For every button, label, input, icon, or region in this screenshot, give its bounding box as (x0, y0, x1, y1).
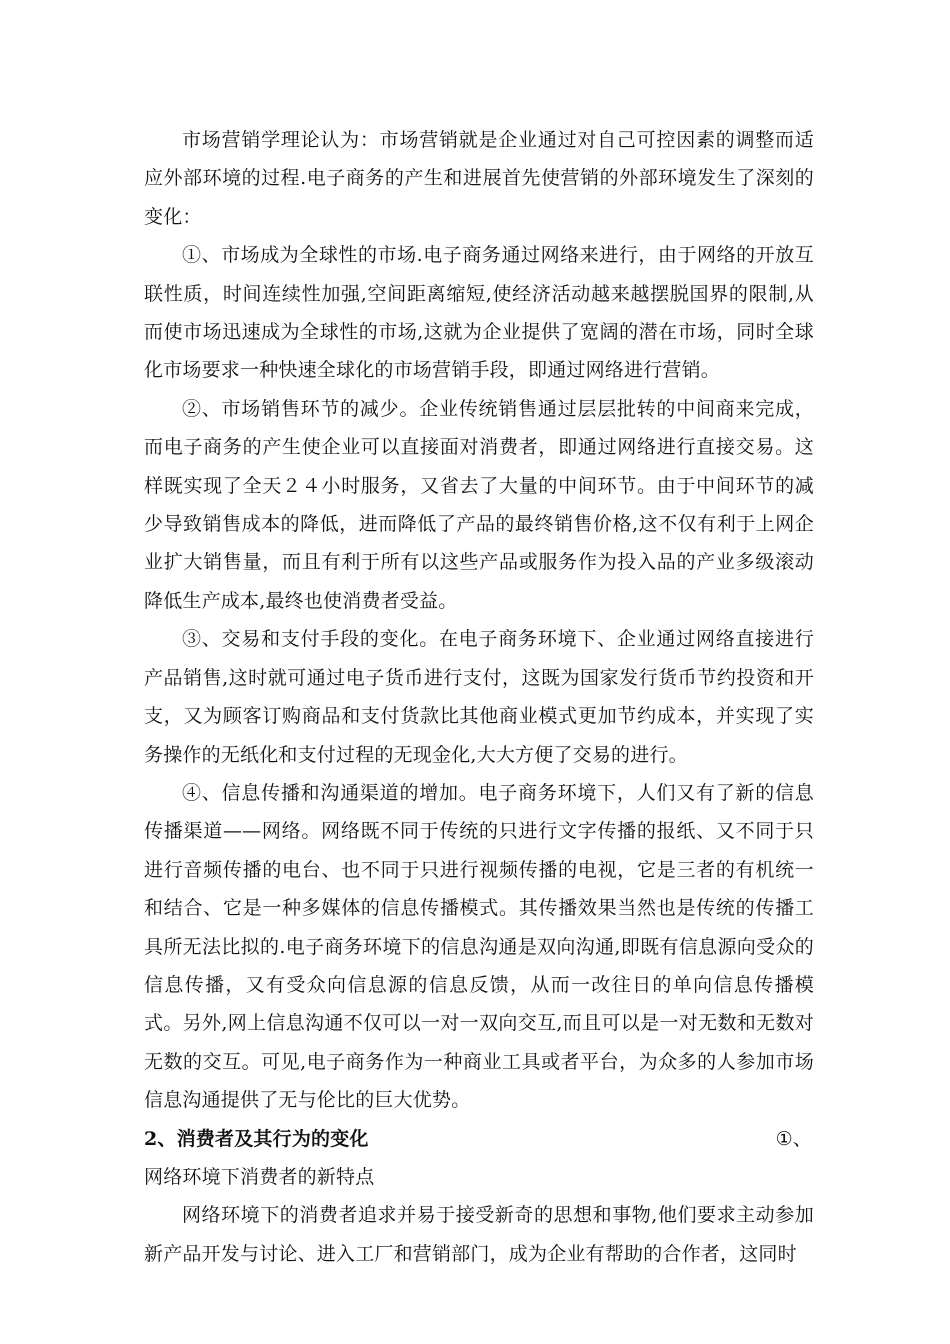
paragraph-point-3: ③、交易和支付手段的变化。在电子商务环境下、企业通过网络直接进行产品销售,这时就可通过电子货币进行支付，这既为国家发行货币节约投资和开支，又为顾客订购商品和支付货款比其他商业模式更加节约成本，并实现了实务操作的无纸化和支付过程的无现金化,大大方便了交易的进行。 (144, 628, 814, 766)
paragraph-point-4: ④、信息传播和沟通渠道的增加。电子商务环境下，人们又有了新的信息传播渠道——网络。网络既不同于传统的只进行文字传播的报纸、又不同于只进行音频传播的电台、也不同于只进行视频传播的电视，它是三者的有机统一和结合、它是一种多媒体的信息传播模式。其传播效果当然也是传统的传播工具所无法比拟的.电子商务环境下的信息沟通是双向沟通,即既有信息源向受众的信息传播，又有受众向信息源的信息反馈，从而一改往日的单向信息传播模式。另外,网上信息沟通不仅可以一对一双向交互,而且可以是一对无数和无数对无数的交互。可见,电子商务作为一种商业工具或者平台，为众多的人参加市场信息沟通提供了无与伦比的巨大优势。 (144, 781, 814, 1112)
paragraph-point-1: ①、市场成为全球性的市场.电子商务通过网络来进行，由于网络的开放互联性质，时间连续性加强,空间距离缩短,使经济活动越来越摆脱国界的限制,从而使市场迅速成为全球性的市场,这就为企业提供了宽阔的潜在市场，同时全球化市场要求一种快速全球化的市场营销手段，即通过网络进行营销。 (144, 244, 814, 382)
list-marker: ①、 (775, 1127, 812, 1150)
subheading: 网络环境下消费者的新特点 (144, 1165, 375, 1188)
section-heading-row (144, 1120, 814, 1158)
section-heading: 2、消费者及其行为的变化 (144, 1127, 369, 1150)
paragraph-intro: 市场营销学理论认为：市场营销就是企业通过对自己可控因素的调整而适应外部环境的过程.电子商务的产生和进展首先使营销的外部环境发生了深刻的变化： (144, 129, 814, 228)
document-body (144, 121, 814, 1273)
paragraph-point-2: ②、市场销售环节的减少。企业传统销售通过层层批转的中间商来完成，而电子商务的产生使企业可以直接面对消费者，即通过网络进行直接交易。这样既实现了全天２４小时服务，又省去了大量的中间环节。由于中间环节的减少导致销售成本的降低，进而降低了产品的最终销售价格,这不仅有利于上网企业扩大销售量，而且有利于所有以这些产品或服务作为投入品的产业多级滚动降低生产成本,最终也使消费者受益。 (144, 397, 814, 612)
paragraph-consumer-traits: 网络环境下的消费者追求并易于接受新奇的思想和事物,他们要求主动参加新产品开发与讨论、进入工厂和营销部门，成为企业有帮助的合作者，这同时 (144, 1204, 814, 1265)
